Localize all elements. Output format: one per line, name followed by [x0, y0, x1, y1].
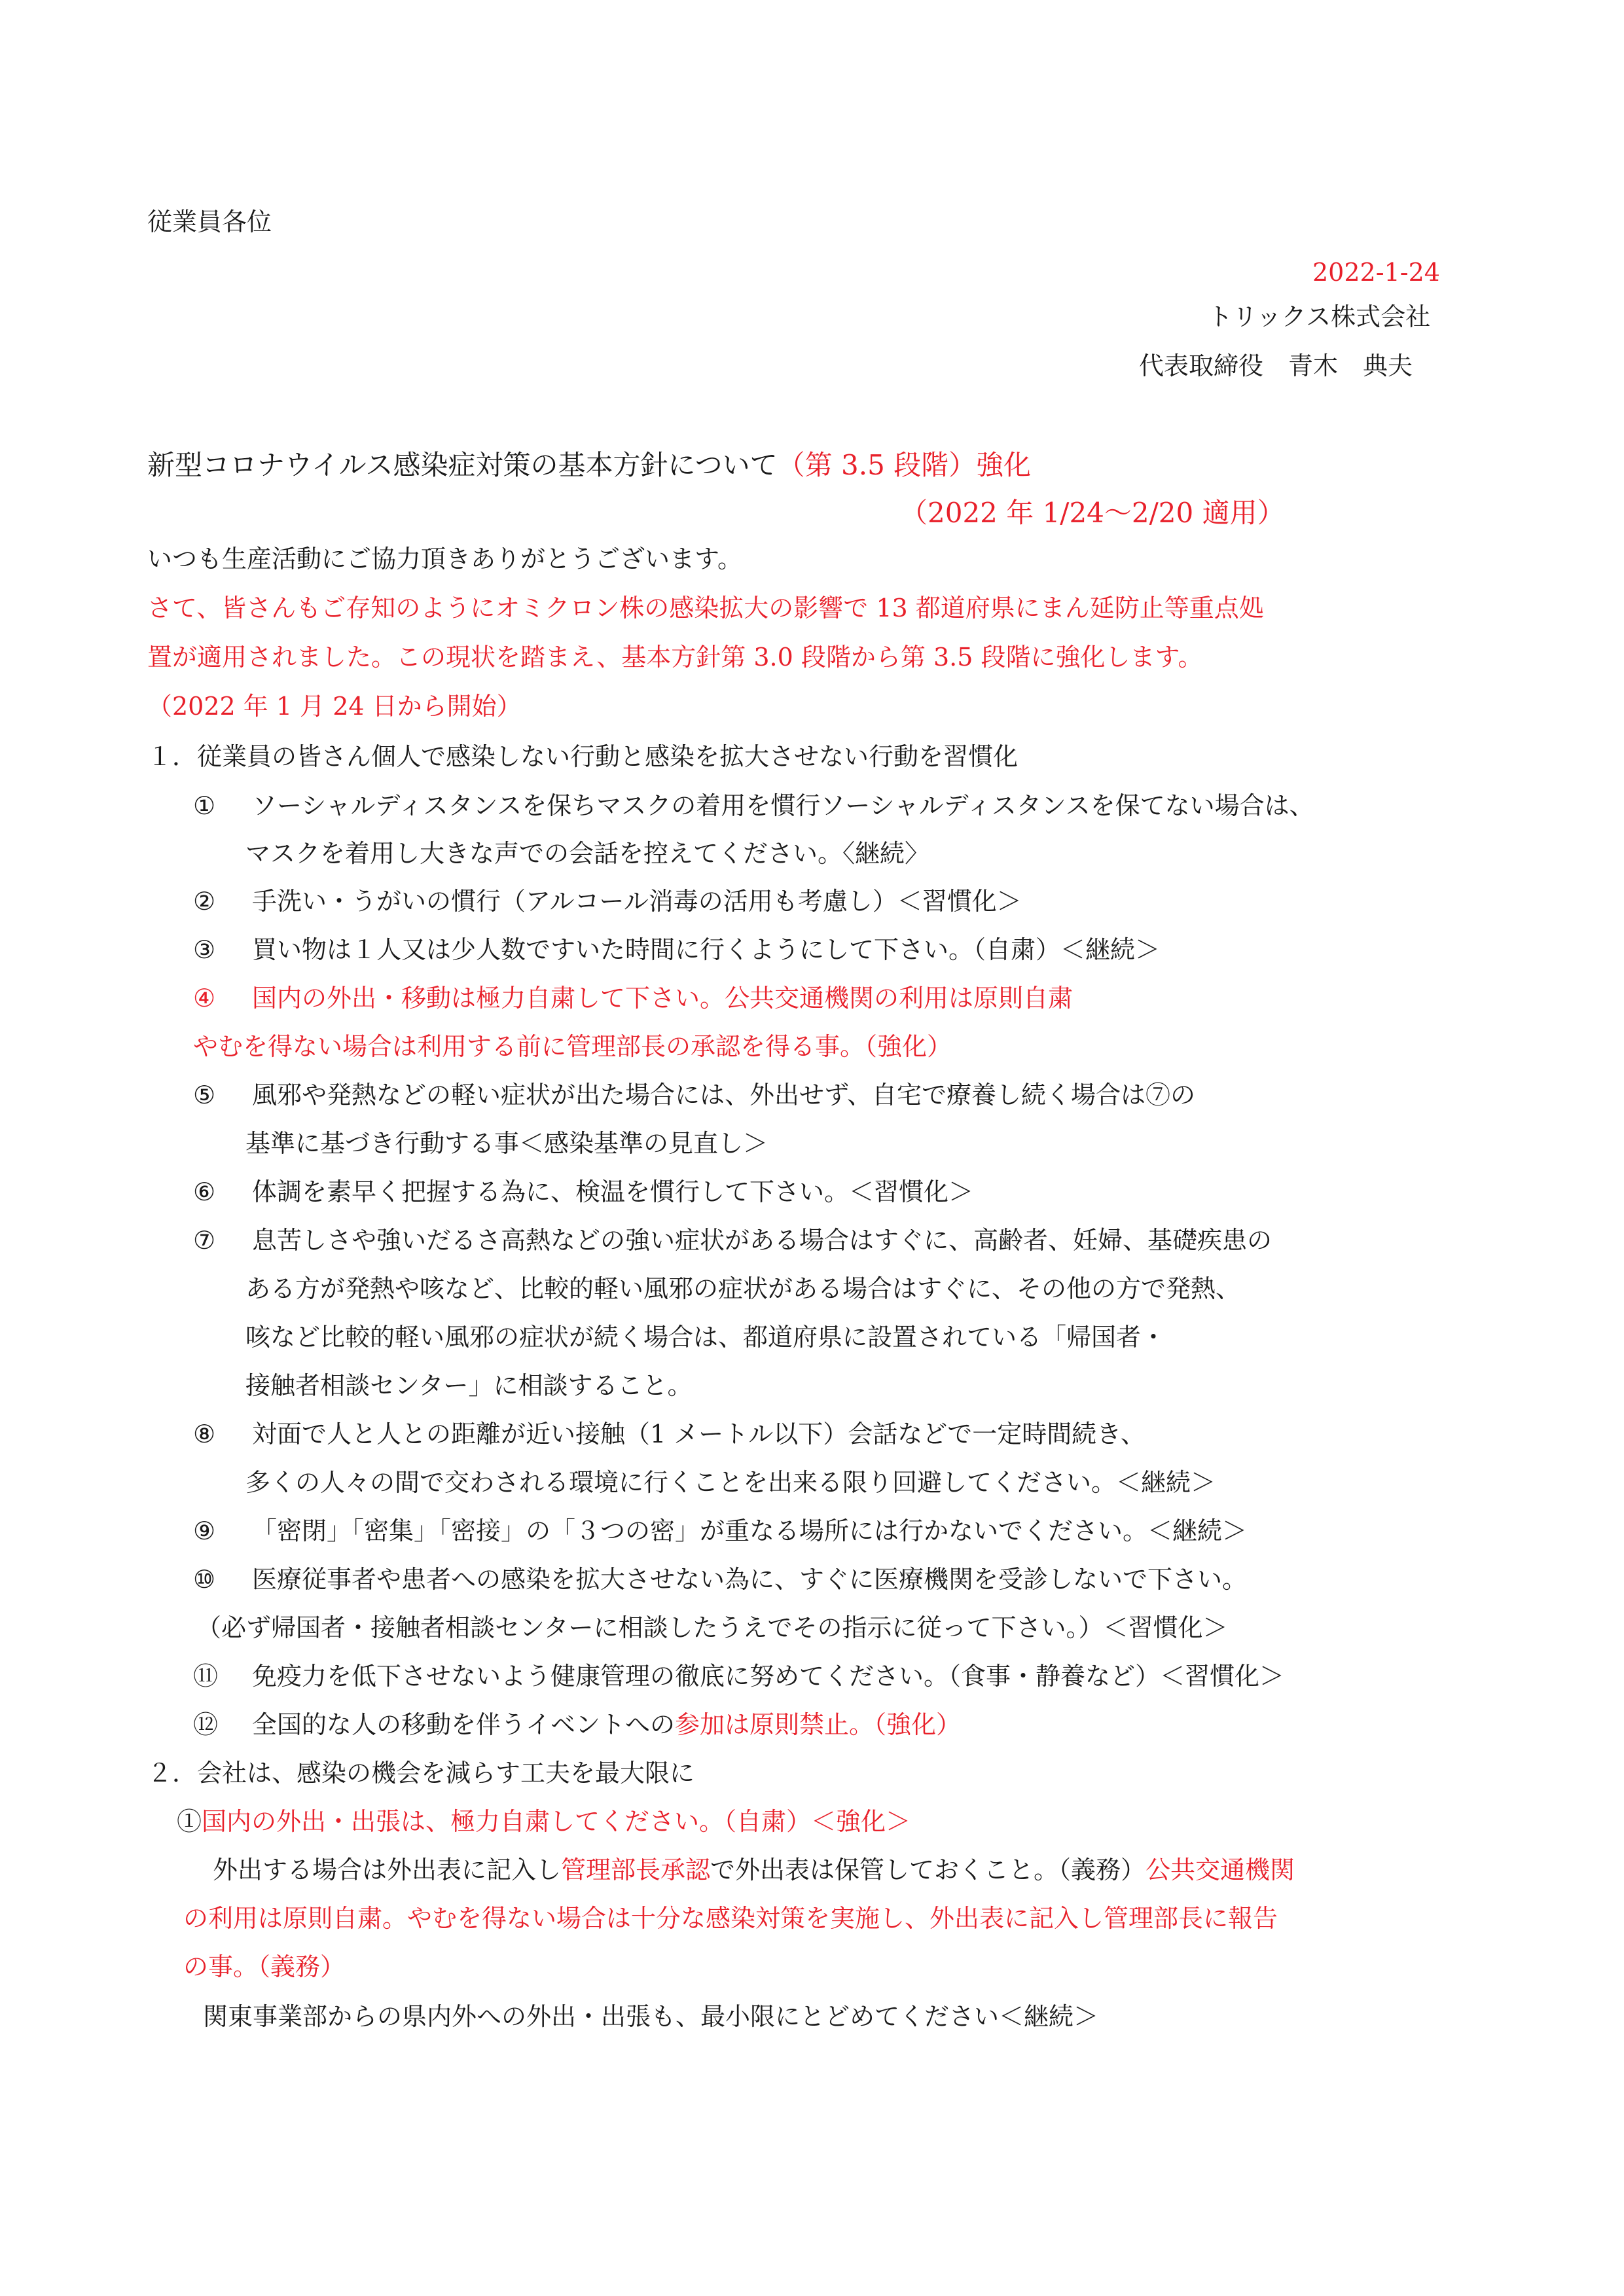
intro-notice-line-1: さて、皆さんもご存知のようにオミクロン株の感染拡大の影響で 13 都道府県にまん延防止等重点処 — [147, 594, 1264, 622]
title-stage: （第 3.5 段階）強化 — [777, 449, 1032, 481]
item-number: ⑩ — [193, 1565, 216, 1594]
item-4-line-1: 国内の外出・移動は極力自粛して下さい。公共交通機関の利用は原則自粛 — [252, 984, 1074, 1013]
item-3: 買い物は１人又は少人数ですいた時間に行くようにして下さい。（自粛）＜継続＞ — [252, 935, 1161, 964]
section2-paragraph-line-4: 関東事業部からの県内外への外出・出張も、最小限にとどめてください＜継続＞ — [203, 2002, 1099, 2031]
document-title — [147, 449, 1032, 481]
section2-paragraph-line-3: の事。（義務） — [183, 1952, 346, 1981]
item-number: ① — [193, 791, 216, 820]
intro-start-date: （2022 年 1 月 24 日から開始） — [147, 692, 522, 721]
item-12 — [252, 1712, 961, 1737]
item-1-line-2: マスクを着用し大きな声での会話を控えてください。〈継続〉 — [245, 839, 930, 868]
item-number: ⑨ — [193, 1516, 216, 1545]
item-number: ⑤ — [193, 1081, 216, 1109]
item-11: 免疫力を低下させないよう健康管理の徹底に努めてください。（食事・静養など）＜習慣化＞ — [252, 1662, 1285, 1691]
section2-text: で外出表は保管しておくこと。（義務） — [710, 1856, 1146, 1884]
item-number: ⑫ — [193, 1710, 219, 1739]
representative-name: 代表取締役 青木 典夫 — [1139, 351, 1413, 380]
item-5-line-1: 風邪や発熱などの軽い症状が出た場合には、外出せず、自宅で療養し続く場合は⑦の — [252, 1081, 1195, 1109]
section2-emphasis: 管理部長承認 — [561, 1856, 711, 1884]
item-8-line-1: 対面で人と人との距離が近い接触（1 メートル以下）会話などで一定時間続き、 — [252, 1420, 1146, 1448]
item-7-line-3: 咳など比較的軽い風邪の症状が続く場合は、都道府県に設置されている「帰国者・ — [245, 1323, 1166, 1352]
item-number: ③ — [193, 935, 216, 964]
item-number: ② — [193, 887, 216, 916]
item-5-line-2: 基準に基づき行動する事＜感染基準の見直し＞ — [245, 1129, 768, 1158]
item-number: ⑥ — [193, 1177, 216, 1206]
section2-text: 外出する場合は外出表に記入し — [213, 1856, 562, 1884]
item-number: ① — [177, 1807, 202, 1836]
item-12-emphasis: 参加は原則禁止。（強化） — [675, 1710, 962, 1739]
company-name: トリックス株式会社 — [1208, 302, 1431, 331]
item-number: ⑧ — [193, 1420, 216, 1448]
section2-item-1-text: 国内の外出・出張は、極力自粛してください。（自粛）＜強化＞ — [202, 1807, 911, 1836]
item-12-text: 全国的な人の移動を伴うイベントへの — [252, 1710, 676, 1739]
item-number: ④ — [193, 984, 216, 1013]
item-8-line-2: 多くの人々の間で交わされる環境に行くことを出来る限り回避してください。＜継続＞ — [245, 1468, 1216, 1497]
addressee: 従業員各位 — [147, 207, 272, 236]
item-9: 「密閉」「密集」「密接」の「３つの密」が重なる場所には行かないでください。＜継続＞ — [252, 1516, 1248, 1545]
intro-greeting: いつも生産活動にご協力頂きありがとうございます。 — [147, 545, 742, 573]
item-1-line-1: ソーシャルディスタンスを保ちマスクの着用を慣行ソーシャルディスタンスを保てない場合は、 — [252, 791, 1314, 820]
section2-paragraph-line-1 — [213, 1857, 1295, 1882]
section2-paragraph-line-2: の利用は原則自粛。やむを得ない場合は十分な感染対策を実施し、外出表に記入し管理部長に報告 — [183, 1904, 1278, 1933]
item-10-line-1: 医療従事者や患者への感染を拡大させない為に、すぐに医療機関を受診しないで下さい。 — [252, 1565, 1248, 1594]
title-period: （2022 年 1/24～2/20 適用） — [900, 497, 1285, 529]
item-4-line-2: やむを得ない場合は利用する前に管理部長の承認を得る事。（強化） — [193, 1032, 952, 1061]
item-number: ⑪ — [193, 1662, 219, 1691]
item-10-line-2: （必ず帰国者・接触者相談センターに相談したうえでその指示に従って下さい。）＜習慣化＞ — [196, 1613, 1228, 1642]
item-7-line-4: 接触者相談センター」に相談すること。 — [245, 1371, 693, 1400]
title-main: 新型コロナウイルス感染症対策の基本方針について — [147, 449, 778, 481]
document-date: 2022-1-24 — [1312, 258, 1440, 287]
section2-item-1 — [177, 1809, 911, 1834]
section1-heading: １．従業員の皆さん個人で感染しない行動と感染を拡大させない行動を習慣化 — [147, 742, 1019, 771]
section2-heading: ２．会社は、感染の機会を減らす工夫を最大限に — [147, 1759, 695, 1787]
item-2: 手洗い・うがいの慣行（アルコール消毒の活用も考慮し）＜習慣化＞ — [252, 887, 1022, 916]
item-6: 体調を素早く把握する為に、検温を慣行して下さい。＜習慣化＞ — [252, 1177, 974, 1206]
intro-notice-line-2: 置が適用されました。この現状を踏まえ、基本方針第 3.0 段階から第 3.5 段階に強化します。 — [147, 643, 1203, 672]
item-7-line-2: ある方が発熱や咳など、比較的軽い風邪の症状がある場合はすぐに、その他の方で発熱、 — [245, 1274, 1241, 1303]
item-number: ⑦ — [193, 1226, 216, 1255]
item-7-line-1: 息苦しさや強いだるさ高熱などの強い症状がある場合はすぐに、高齢者、妊婦、基礎疾患の — [252, 1226, 1272, 1255]
section2-emphasis: 公共交通機関 — [1146, 1856, 1295, 1884]
